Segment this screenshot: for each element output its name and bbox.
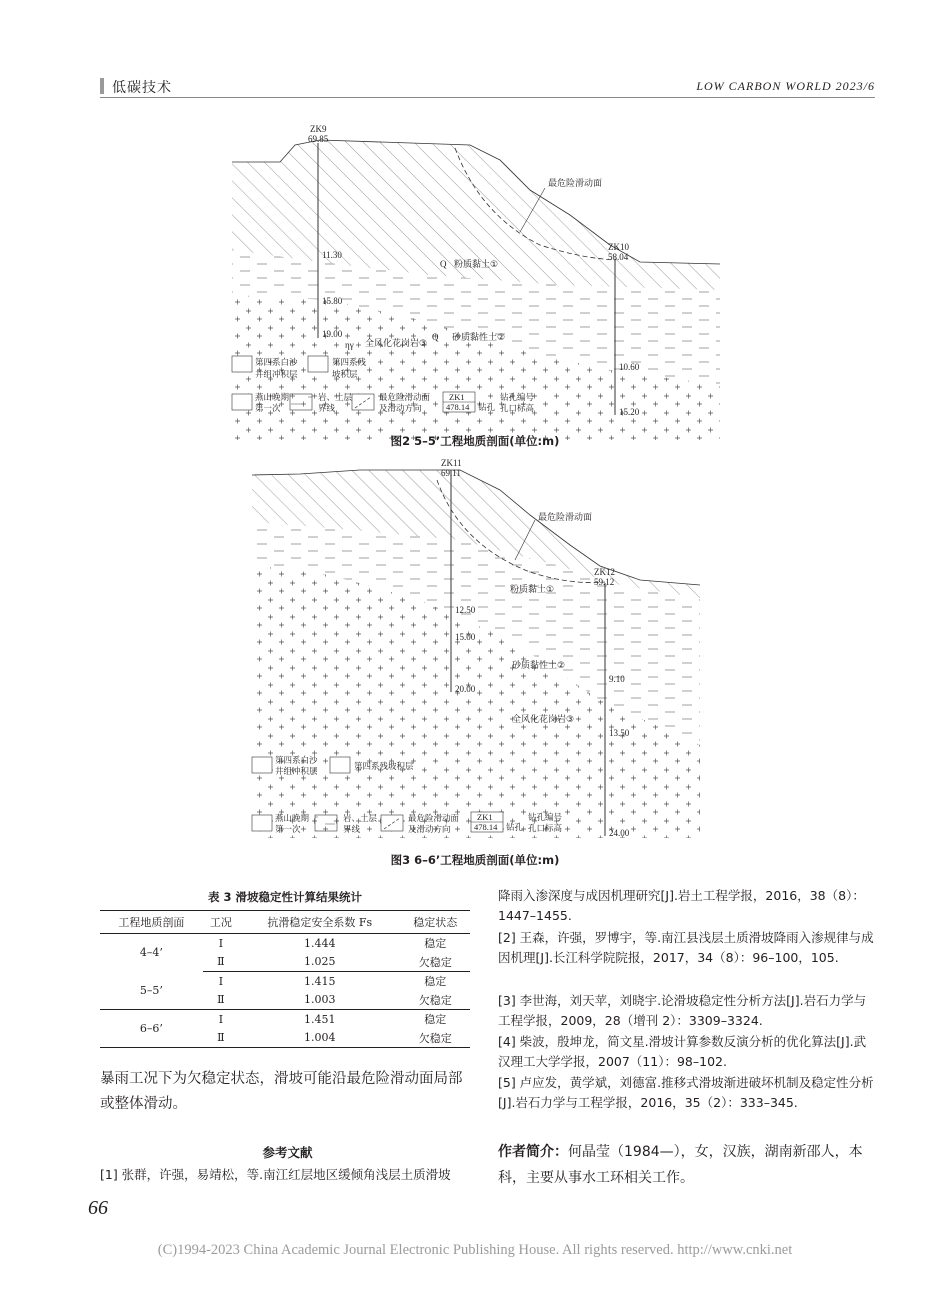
- running-header-right: LOW CARBON WORLD 2023/6: [696, 79, 875, 93]
- fig3-legend-zka: 钻孔编号: [528, 813, 563, 823]
- author-bio: [498, 1139, 876, 1191]
- table-cell: Ⅰ: [218, 1012, 224, 1026]
- fig2-legend-q1a: 第四系白沙: [255, 358, 298, 368]
- table-cell: 稳定: [424, 937, 447, 951]
- fig2-legend-zkb: 孔口标高: [500, 404, 535, 414]
- zk12-depth-2: 13.50: [609, 728, 630, 738]
- table-row: [100, 1010, 470, 1029]
- zk10-depth-1: 10.60: [619, 362, 640, 372]
- zk9-elev: 69.85: [308, 134, 329, 144]
- fig3-legend-y1a: 燕山晚期: [275, 814, 310, 824]
- copyright-footer: (C)1994-2023 China Academic Journal Electronic Publishing House. All rights reserved. http://www.cnki.net: [157, 1242, 793, 1258]
- author-text: 何晶莹（1984—），女，汉族，湖南新邵人，本科，主要从事水工环相关工作。: [498, 1144, 863, 1186]
- table-cell: 1.444: [303, 936, 336, 950]
- zk9-depth-2: 15.80: [322, 296, 343, 306]
- table3: [100, 910, 470, 1048]
- table-cell-section: 4–4’: [139, 946, 163, 960]
- table-cell: 1.003: [239, 991, 400, 1010]
- fig3-layer2: 砂质黏性土②: [512, 661, 566, 671]
- zk10-depth-2: 15.20: [619, 407, 640, 417]
- fig2-layer2: 砂质黏性土②: [452, 333, 506, 343]
- table-header: 稳定状态: [400, 911, 470, 934]
- fig2-legend-zkv: 478.14: [446, 402, 470, 412]
- fig2-legend-y1a: 燕山晚期: [255, 393, 290, 403]
- fig3-legend-zkv: 478.14: [474, 822, 498, 832]
- zk11-id: ZK11: [441, 458, 462, 468]
- table-cell: 1.004: [239, 1029, 400, 1048]
- table-cell: 欠稳定: [400, 1029, 470, 1048]
- table-row: [100, 972, 470, 991]
- author-label: 作者简介：: [498, 1144, 568, 1160]
- references-heading: 参考文献: [262, 1145, 313, 1160]
- fig2-layer2-sym: Q: [432, 332, 439, 342]
- fig3-legend-zkw: 钻孔: [506, 823, 524, 833]
- fig3-legend-b1a: 岩、土层: [343, 814, 378, 824]
- fig3-legend-s1a: 最危险滑动面: [408, 814, 460, 824]
- fig2-legend-b1a: 岩、土层: [318, 393, 353, 403]
- zk9-depth-1: 11.30: [322, 250, 342, 260]
- table3-title: 表 3 滑坡稳定性计算结果统计: [207, 890, 362, 904]
- reference-item: [4] 柴波，殷坤龙，简文星.滑坡计算参数反演分析的优化算法[J].武汉理工大学学报，2007（11）：98–102.: [498, 1034, 867, 1069]
- figure2-caption: 图2 5–5’工程地质剖面(单位:m): [390, 434, 560, 448]
- fig2-legend-zka: 钻孔编号: [500, 393, 535, 403]
- reference-item: [1] 张群，许强，易靖松，等.南江红层地区缓倾角浅层土质滑坡: [100, 1167, 451, 1182]
- table-header: 抗滑稳定安全系数 Fs: [239, 911, 400, 934]
- table-cell: Ⅱ: [203, 991, 239, 1010]
- table-cell: 稳定: [424, 1013, 447, 1027]
- fig2-legend-zkw: 钻孔: [478, 403, 496, 413]
- table-cell: Ⅱ: [203, 953, 239, 972]
- table-cell-section: 6–6’: [100, 1010, 203, 1048]
- fig2-layer3-sym: ηγ: [345, 340, 354, 350]
- zk10-id: ZK10: [608, 242, 629, 252]
- fig3-legend-y1b: 第一次: [275, 825, 301, 835]
- table-cell: 1.451: [303, 1012, 336, 1026]
- fig2-legend-s1a: 最危险滑动面: [379, 393, 431, 403]
- fig2-layer1-sym: Q: [440, 259, 447, 269]
- table-cell: 1.025: [239, 953, 400, 972]
- zk10-elev: 58.04: [608, 252, 629, 262]
- table-cell: Ⅰ: [218, 936, 224, 950]
- fig2-legend-y1b: 第一次: [255, 404, 281, 414]
- table-header: 工况: [203, 911, 239, 934]
- fig2-layer1: 粉质黏土①: [454, 260, 499, 270]
- fig2-slip-label: 最危险滑动面: [548, 179, 603, 189]
- fig3-layer3: 全风化花岗岩③: [512, 715, 575, 725]
- fig3-legend-s1b: 及滑动方向: [408, 825, 451, 835]
- table-cell: Ⅱ: [203, 1029, 239, 1048]
- fig3-slip-label: 最危险滑动面: [538, 513, 593, 523]
- fig3-legend-zkb: 孔口标高: [528, 824, 563, 834]
- fig3-layer1: 粉质黏土①: [510, 585, 555, 595]
- zk12-depth-1: 9.10: [609, 674, 625, 684]
- fig2-layer3: 全风化花岗岩③: [365, 339, 428, 349]
- reference-item: [3] 李世海，刘天苹，刘晓宇.论滑坡稳定性分析方法[J].岩石力学与工程学报，2009，28（增刊 2）：3309–3324.: [498, 993, 867, 1028]
- zk11-depth-1: 12.50: [455, 605, 476, 615]
- reference-item: 降雨入渗深度与成因机理研究[J].岩土工程学报，2016，38（8）：1447–1455.: [498, 888, 865, 923]
- table-cell: Ⅰ: [218, 974, 224, 988]
- table-cell: 稳定: [424, 975, 447, 989]
- reference-item: [2] 王森，许强，罗博宇，等.南江县浅层土质滑坡降雨入渗规律与成因机理[J].长江科学院院报，2017，34（8）：96–100，105.: [498, 930, 874, 965]
- fig2-legend-b1b: 界线: [318, 404, 336, 414]
- fig3-legend-b1b: 界线: [343, 825, 361, 835]
- zk12-elev: 59.12: [594, 577, 615, 587]
- zk12-id: ZK12: [594, 567, 615, 577]
- fig2-legend-q2a: 第四系残: [332, 358, 367, 368]
- fig2-legend-q1b: 井组冲积层: [255, 370, 298, 380]
- table-cell: 1.415: [303, 974, 336, 988]
- table-row: [100, 934, 470, 953]
- fig2-legend-q2b: 坡积层: [332, 370, 358, 380]
- zk12-depth-3: 24.00: [609, 828, 630, 838]
- conclusion-paragraph: 暴雨工况下为欠稳定状态，滑坡可能沿最危险滑动面局部或整体滑动。: [100, 1071, 463, 1112]
- fig3-legend-q2: 第四系残坡积层: [354, 762, 414, 772]
- reference-item: [5] 卢应发，黄学斌，刘德富.推移式滑坡渐进破坏机制及稳定性分析[J].岩石力学与工程学报，2016，35（2）：333–345.: [498, 1075, 874, 1110]
- fig2-legend-s1b: 及滑动方向: [379, 404, 422, 414]
- table-header: 工程地质剖面: [100, 911, 203, 934]
- zk11-depth-2: 15.00: [455, 632, 476, 642]
- fig3-legend-zk: ZK1: [477, 812, 493, 822]
- running-header-left: 低碳技术: [112, 80, 172, 96]
- zk11-elev: 69.11: [441, 468, 461, 478]
- figure2-section: [232, 124, 720, 445]
- table-cell: 欠稳定: [400, 953, 470, 972]
- figure3-caption: 图3 6–6’工程地质剖面(单位:m): [390, 853, 560, 867]
- page-number: 66: [88, 1197, 108, 1219]
- table-cell-section: 5–5’: [100, 972, 203, 1010]
- fig2-legend-zk: ZK1: [449, 392, 465, 402]
- zk9-depth-3: 19.00: [322, 329, 343, 339]
- fig3-legend-q1b: 井组冲积层: [275, 767, 318, 777]
- zk11-depth-3: 20.00: [455, 684, 476, 694]
- zk9-id: ZK9: [310, 124, 327, 134]
- fig3-legend-q1a: 第四系白沙: [275, 756, 318, 766]
- figure3-section: [252, 458, 700, 838]
- table-cell: 欠稳定: [400, 991, 470, 1010]
